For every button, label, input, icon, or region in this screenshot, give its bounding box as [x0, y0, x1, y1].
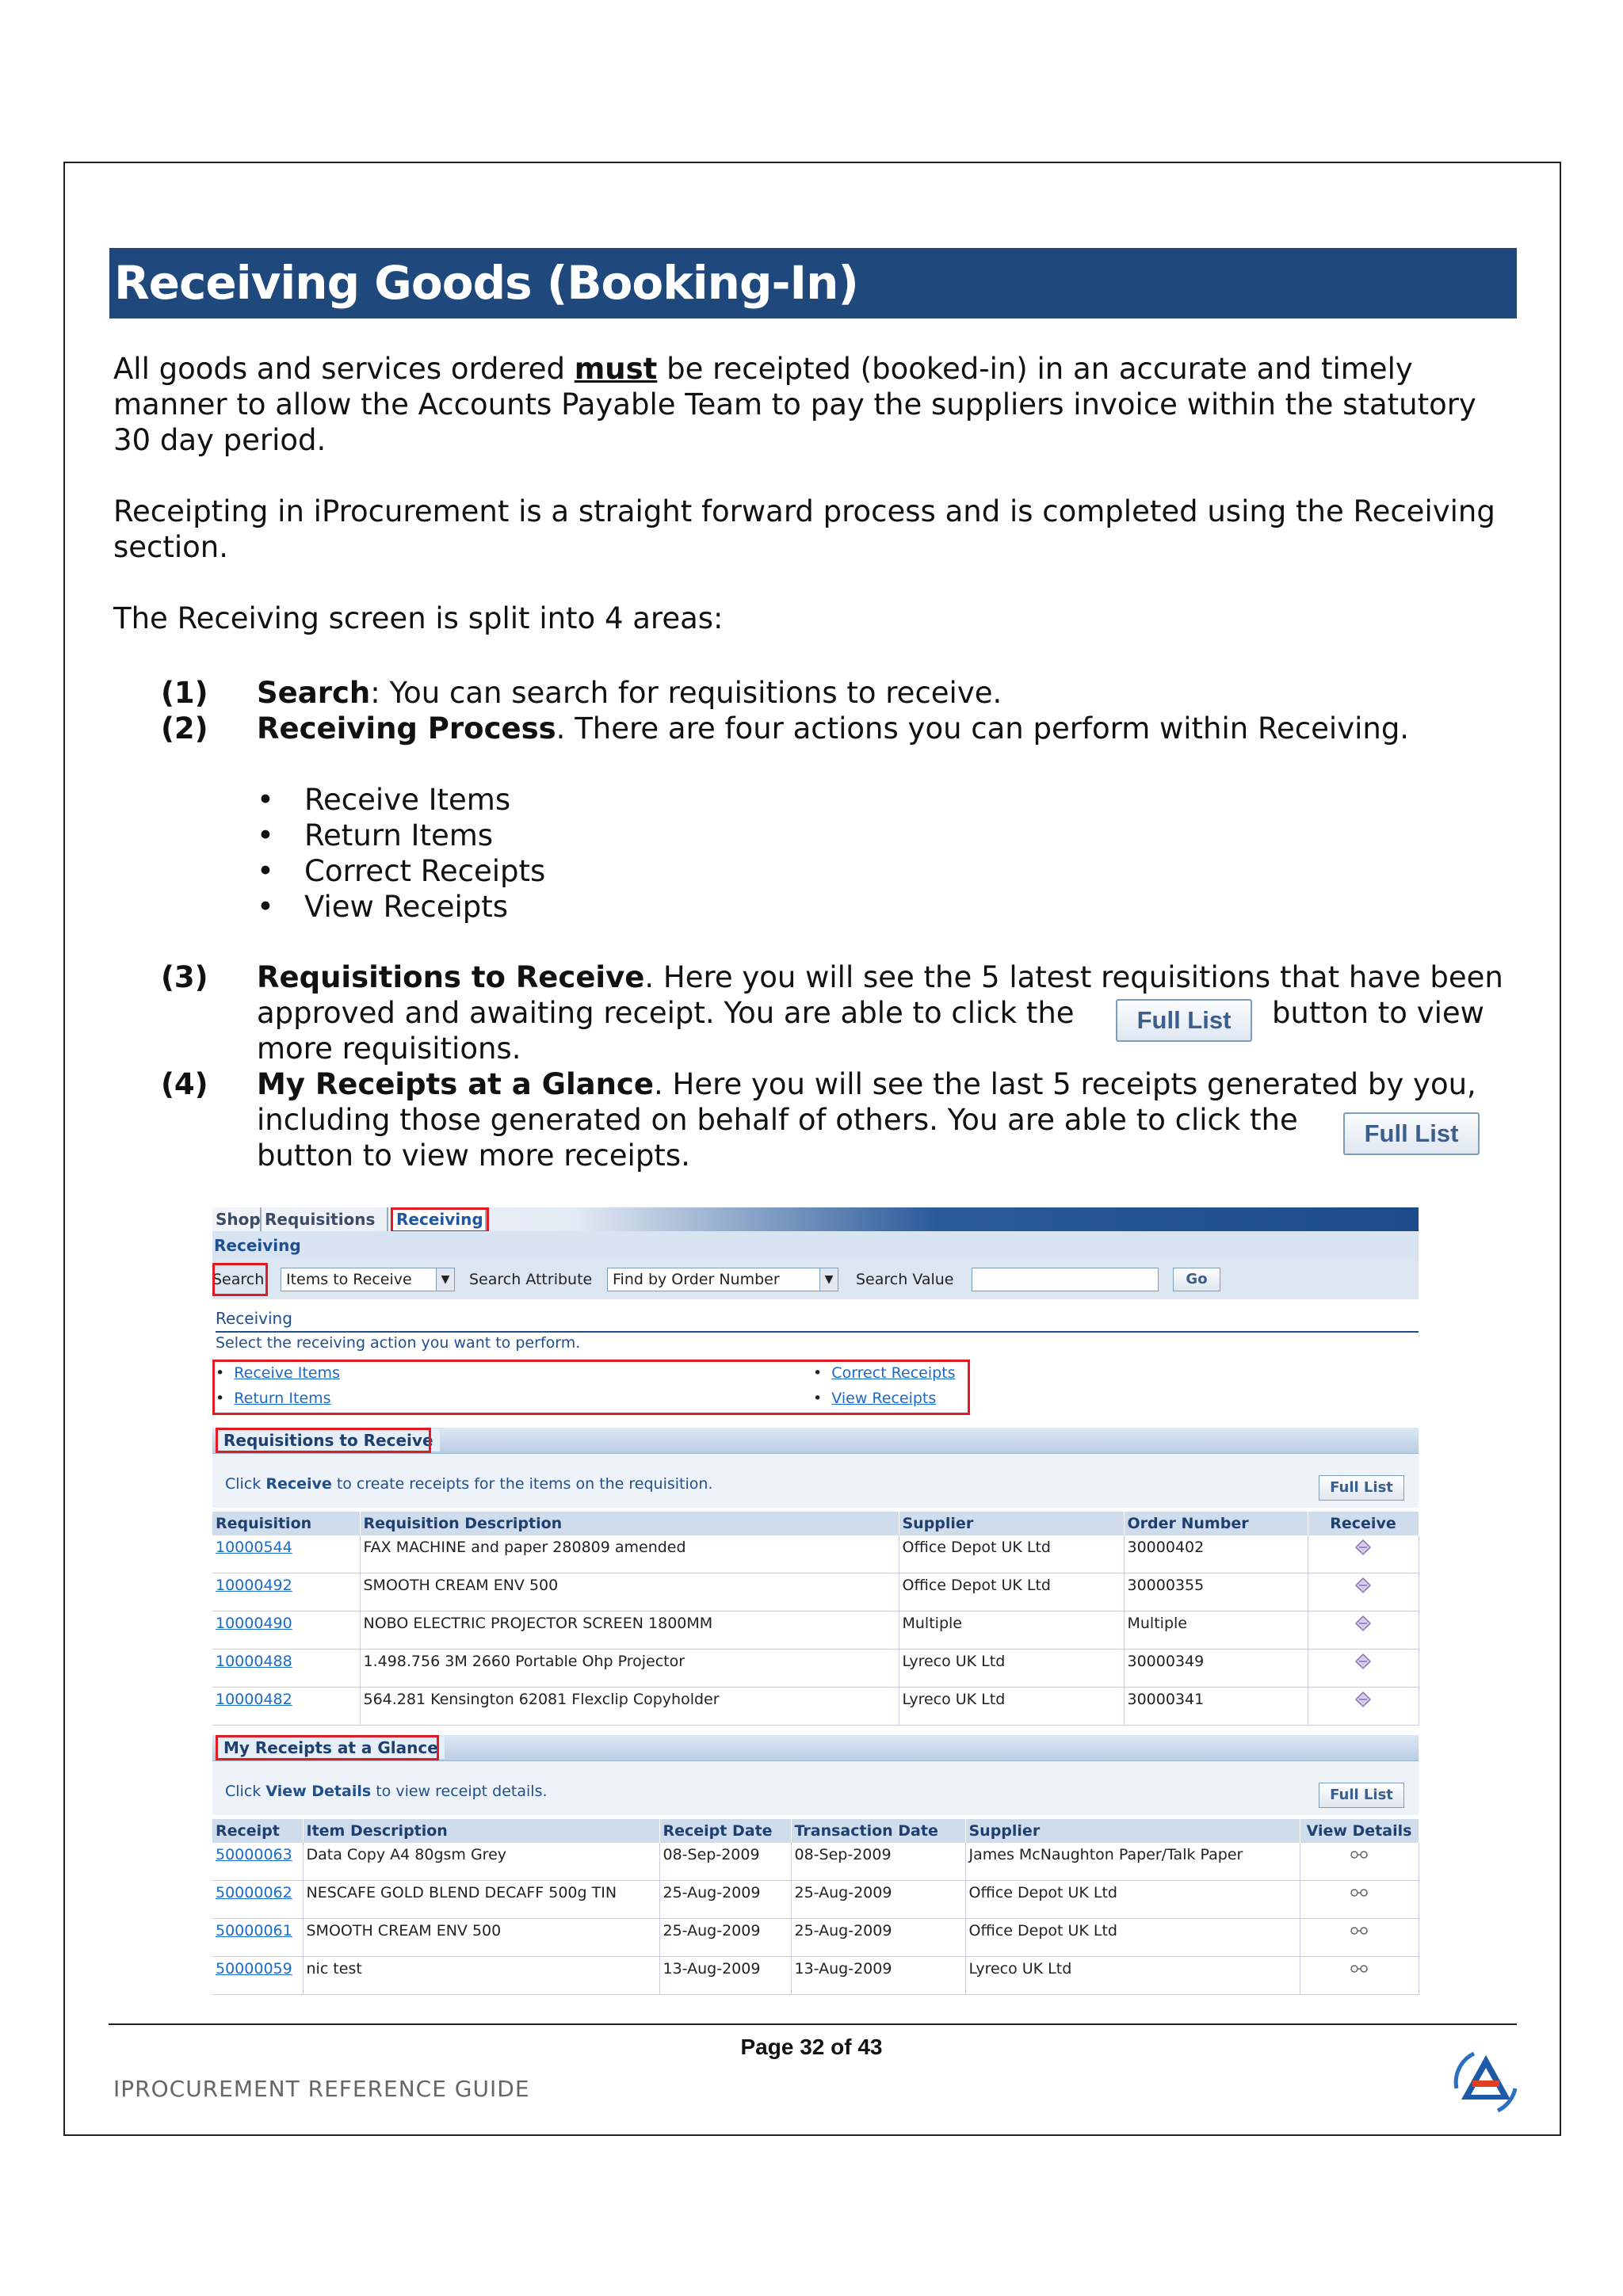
- table-cell[interactable]: [212, 1535, 360, 1573]
- page-title: Receiving Goods (Booking-In): [109, 248, 1517, 318]
- bullet-text: Return Items: [304, 818, 494, 852]
- receiving-screenshot: [212, 1207, 1419, 1978]
- area-number: (3): [161, 960, 208, 994]
- intro-text: All goods and services ordered: [113, 352, 575, 386]
- area-number: (4): [161, 1067, 208, 1101]
- table-cell[interactable]: [212, 1881, 303, 1919]
- receive-cell[interactable]: [1308, 1688, 1419, 1726]
- cell-text: nic test: [306, 1960, 362, 1978]
- cell-text: Data Copy A4 80gsm Grey: [306, 1846, 507, 1863]
- highlight-box: [212, 1263, 268, 1296]
- table-header-row: [212, 1512, 1419, 1535]
- area-number: (1): [161, 676, 208, 710]
- receive-cell[interactable]: [1308, 1650, 1419, 1688]
- chevron-down-icon: ▼: [436, 1268, 454, 1291]
- table-cell: [965, 1957, 1300, 1995]
- table-row: [212, 1957, 1419, 1995]
- hint-text: to create receipts for the items on the requisition.: [331, 1475, 713, 1493]
- full-list-button[interactable]: Full List: [1116, 999, 1252, 1042]
- action-link-item: • Correct Receipts: [813, 1364, 956, 1382]
- organisation-logo: [1442, 2041, 1529, 2117]
- bullet-item: • Correct Receipts: [257, 854, 546, 888]
- table-cell: [899, 1650, 1124, 1688]
- action-link-item: • View Receipts: [813, 1390, 937, 1407]
- area-text: . There are four actions you can perform within Receiving.: [556, 711, 1410, 746]
- column-header: Supplier: [899, 1512, 1124, 1535]
- requisition-link[interactable]: 10000492: [216, 1577, 292, 1594]
- area-title: Receiving Process: [257, 711, 556, 746]
- chevron-down-icon: ▼: [819, 1268, 838, 1291]
- table-cell: [1124, 1535, 1308, 1573]
- receive-icon[interactable]: [1354, 1577, 1372, 1594]
- cell-text: 25-Aug-2009: [663, 1884, 761, 1901]
- correct-receipts-link[interactable]: Correct Receipts: [831, 1364, 956, 1382]
- intro-paragraph-2: Receipting in iProcurement is a straight forward process and is completed using the Receiving section.: [113, 494, 1495, 564]
- cell-text: Office Depot UK Ltd: [902, 1577, 1051, 1594]
- receiving-heading: Receiving: [216, 1309, 292, 1328]
- column-header: Order Number: [1124, 1512, 1308, 1535]
- receipt-link[interactable]: 50000059: [216, 1960, 292, 1978]
- search-value-input[interactable]: [972, 1268, 1159, 1291]
- table-cell: [965, 1843, 1300, 1881]
- table-row: [212, 1611, 1419, 1650]
- search-attribute-select[interactable]: [607, 1268, 838, 1291]
- glasses-icon[interactable]: [1349, 1924, 1369, 1936]
- table-row: [212, 1573, 1419, 1611]
- table-cell[interactable]: [212, 1688, 360, 1726]
- area-text: . Here you will see the 5 latest requisitions that have been approved and awaiting receipt. You are able to click the: [257, 960, 1503, 1030]
- cell-text: 30000402: [1127, 1539, 1205, 1556]
- bullet-item: • Receive Items: [257, 783, 511, 817]
- cell-text: Office Depot UK Ltd: [902, 1539, 1051, 1556]
- search-type-select[interactable]: [281, 1268, 455, 1291]
- table-cell: [899, 1535, 1124, 1573]
- requisition-link[interactable]: 10000488: [216, 1653, 292, 1670]
- receive-icon[interactable]: [1354, 1539, 1372, 1556]
- area-search: [257, 675, 1509, 711]
- table-row: [212, 1881, 1419, 1919]
- return-items-link[interactable]: Return Items: [234, 1390, 331, 1407]
- cell-text: FAX MACHINE and paper 280809 amended: [363, 1539, 686, 1556]
- receive-icon[interactable]: [1354, 1615, 1372, 1632]
- search-attribute-label: Search Attribute: [469, 1271, 593, 1288]
- cell-text: Multiple: [902, 1615, 962, 1632]
- table-cell[interactable]: [212, 1919, 303, 1957]
- section-hint: [225, 1783, 548, 1800]
- receive-icon[interactable]: [1354, 1653, 1372, 1670]
- subheader: Receiving: [212, 1231, 1419, 1260]
- table-cell: [899, 1688, 1124, 1726]
- table-cell: [303, 1881, 659, 1919]
- table-row: [212, 1843, 1419, 1881]
- receive-items-link[interactable]: Receive Items: [234, 1364, 340, 1382]
- table-cell: [303, 1843, 659, 1881]
- intro-paragraph-3: The Receiving screen is split into 4 areas:: [113, 601, 724, 635]
- table-header-row: [212, 1819, 1419, 1843]
- cell-text: SMOOTH CREAM ENV 500: [363, 1577, 559, 1594]
- table-cell: [791, 1843, 965, 1881]
- area-requisitions-after: button to view: [1272, 996, 1484, 1030]
- view-details-cell[interactable]: [1300, 1957, 1419, 1995]
- hint-bold: View Details: [265, 1783, 372, 1800]
- table-row: [212, 1688, 1419, 1726]
- area-text: . Here you will see the last 5 receipts generated by you, including those generated on behalf of others. You are able to click the: [257, 1067, 1476, 1137]
- receipt-link[interactable]: 50000063: [216, 1846, 292, 1863]
- table-cell[interactable]: [212, 1650, 360, 1688]
- table-cell: [965, 1881, 1300, 1919]
- receive-icon[interactable]: [1354, 1691, 1372, 1708]
- hint-text: to view receipt details.: [371, 1783, 548, 1800]
- cell-text: 13-Aug-2009: [663, 1960, 761, 1978]
- area-text: : You can search for requisitions to receive.: [370, 676, 1002, 710]
- table-cell: [791, 1957, 965, 1995]
- intro-paragraph-1: [113, 351, 1508, 458]
- tab-requisitions[interactable]: Requisitions: [262, 1207, 388, 1231]
- tab-shop[interactable]: Shop: [212, 1207, 262, 1231]
- select-value: Items to Receive: [286, 1271, 412, 1288]
- view-receipts-link[interactable]: View Receipts: [831, 1390, 937, 1407]
- table-cell: [965, 1919, 1300, 1957]
- requisition-link[interactable]: 10000482: [216, 1691, 292, 1708]
- full-list-button[interactable]: Full List: [1319, 1783, 1404, 1808]
- glasses-icon[interactable]: [1349, 1962, 1369, 1974]
- cell-text: NESCAFE GOLD BLEND DECAFF 500g TIN: [306, 1884, 617, 1901]
- column-header: Transaction Date: [791, 1819, 965, 1843]
- highlight-box: [216, 1735, 439, 1760]
- area-receiving-process: [257, 711, 1509, 746]
- hint-text: Click: [225, 1475, 266, 1493]
- column-header: View Details: [1300, 1819, 1419, 1843]
- column-header: Supplier: [965, 1819, 1300, 1843]
- table-cell: [659, 1919, 791, 1957]
- bullet-item: • View Receipts: [257, 890, 509, 924]
- search-label: Search: [212, 1271, 265, 1288]
- bullet-text: View Receipts: [304, 890, 509, 924]
- column-header: Receipt Date: [659, 1819, 791, 1843]
- table-cell: [659, 1881, 791, 1919]
- column-header: Receive: [1308, 1512, 1419, 1535]
- cell-text: 25-Aug-2009: [794, 1922, 892, 1939]
- cell-text: 1.498.756 3M 2660 Portable Ohp Projector: [363, 1653, 685, 1670]
- cell-text: Lyreco UK Ltd: [902, 1653, 1006, 1670]
- table-cell: [303, 1957, 659, 1995]
- action-link-item: • Receive Items: [216, 1364, 340, 1382]
- view-details-cell[interactable]: [1300, 1843, 1419, 1881]
- area-my-receipts-line3: button to view more receipts.: [257, 1138, 690, 1173]
- table-cell: [1124, 1573, 1308, 1611]
- cell-text: 08-Sep-2009: [794, 1846, 892, 1863]
- requisitions-table: [212, 1512, 1419, 1726]
- section-title: Requisitions to Receive: [217, 1429, 440, 1451]
- section-title: My Receipts at a Glance: [217, 1737, 445, 1759]
- table-cell: [1124, 1611, 1308, 1650]
- area-requisitions-line3: more requisitions.: [257, 1032, 521, 1066]
- cell-text: 13-Aug-2009: [794, 1960, 892, 1978]
- receipt-link[interactable]: 50000061: [216, 1922, 292, 1939]
- cell-text: NOBO ELECTRIC PROJECTOR SCREEN 1800MM: [363, 1615, 713, 1632]
- cell-text: 25-Aug-2009: [663, 1922, 761, 1939]
- receiving-instruction: Select the receiving action you want to perform.: [216, 1334, 581, 1352]
- table-row: [212, 1919, 1419, 1957]
- table-cell: [303, 1919, 659, 1957]
- full-list-button[interactable]: Full List: [1343, 1112, 1480, 1155]
- highlight-box: [391, 1207, 489, 1233]
- cell-text: 30000355: [1127, 1577, 1205, 1594]
- table-cell[interactable]: [212, 1957, 303, 1995]
- area-my-receipts: [257, 1066, 1493, 1138]
- action-link-item: • Return Items: [216, 1390, 331, 1407]
- area-title: My Receipts at a Glance: [257, 1067, 654, 1101]
- receive-cell[interactable]: [1308, 1535, 1419, 1573]
- cell-text: Office Depot UK Ltd: [968, 1884, 1117, 1901]
- cell-text: 30000349: [1127, 1653, 1205, 1670]
- cell-text: 30000341: [1127, 1691, 1205, 1708]
- requisition-link[interactable]: 10000490: [216, 1615, 292, 1632]
- footer-rule: [109, 2023, 1517, 2025]
- requisition-link[interactable]: 10000544: [216, 1539, 292, 1556]
- page-number: Page 32 of 43: [740, 2035, 883, 2059]
- section-hint: [225, 1475, 713, 1493]
- bullet-text: Correct Receipts: [304, 854, 546, 888]
- receipts-table: [212, 1819, 1419, 1995]
- divider: [216, 1331, 1419, 1333]
- select-value: Find by Order Number: [613, 1271, 780, 1288]
- cell-text: Multiple: [1127, 1615, 1187, 1632]
- cell-text: Office Depot UK Ltd: [968, 1922, 1117, 1939]
- column-header: Item Description: [303, 1819, 659, 1843]
- column-header: Receipt: [212, 1819, 303, 1843]
- bullet-item: • Return Items: [257, 818, 494, 852]
- intro-emphasis: must: [574, 352, 658, 386]
- area-number: (2): [161, 711, 208, 746]
- table-cell: [899, 1573, 1124, 1611]
- full-list-button[interactable]: Full List: [1319, 1475, 1404, 1501]
- cell-text: Lyreco UK Ltd: [902, 1691, 1006, 1708]
- hint-text: Click: [225, 1783, 266, 1800]
- area-title: Requisitions to Receive: [257, 960, 645, 994]
- view-details-cell[interactable]: [1300, 1919, 1419, 1957]
- table-cell[interactable]: [212, 1843, 303, 1881]
- table-row: [212, 1650, 1419, 1688]
- view-details-cell[interactable]: [1300, 1881, 1419, 1919]
- table-cell[interactable]: [212, 1573, 360, 1611]
- cell-text: James McNaughton Paper/Talk Paper: [968, 1846, 1243, 1863]
- table-cell: [659, 1843, 791, 1881]
- search-bar: [212, 1260, 1419, 1299]
- area-title: Search: [257, 676, 371, 710]
- table-cell: [360, 1573, 899, 1611]
- table-cell: [360, 1611, 899, 1650]
- receive-cell[interactable]: [1308, 1573, 1419, 1611]
- highlight-box: [216, 1428, 431, 1453]
- table-cell: [791, 1919, 965, 1957]
- table-cell: [791, 1881, 965, 1919]
- cell-text: 564.281 Kensington 62081 Flexclip Copyholder: [363, 1691, 720, 1708]
- table-cell: [360, 1535, 899, 1573]
- table-cell[interactable]: [212, 1611, 360, 1650]
- table-cell: [899, 1611, 1124, 1650]
- receive-cell[interactable]: [1308, 1611, 1419, 1650]
- cell-text: Lyreco UK Ltd: [968, 1960, 1072, 1978]
- table-cell: [1124, 1688, 1308, 1726]
- search-value-label: Search Value: [856, 1271, 954, 1288]
- tab-receiving[interactable]: Receiving: [393, 1207, 487, 1231]
- table-cell: [1124, 1650, 1308, 1688]
- column-header: Requisition Description: [360, 1512, 899, 1535]
- table-row: [212, 1535, 1419, 1573]
- glasses-icon[interactable]: [1349, 1848, 1369, 1859]
- intro-text-after: be receipted (booked-in) in an accurate and timely manner to allow the Accounts Payable Team to pay the suppliers invoice within the statutory 30 day period.: [113, 352, 1476, 457]
- table-cell: [659, 1957, 791, 1995]
- glasses-icon[interactable]: [1349, 1886, 1369, 1897]
- guide-title: IPROCUREMENT REFERENCE GUIDE: [113, 2076, 530, 2102]
- cell-text: SMOOTH CREAM ENV 500: [306, 1922, 502, 1939]
- column-header: Requisition: [212, 1512, 360, 1535]
- receipt-link[interactable]: 50000062: [216, 1884, 292, 1901]
- table-cell: [360, 1688, 899, 1726]
- hint-bold: Receive: [265, 1475, 332, 1493]
- cell-text: 08-Sep-2009: [663, 1846, 760, 1863]
- bullet-text: Receive Items: [304, 783, 511, 817]
- go-button[interactable]: Go: [1173, 1268, 1220, 1291]
- table-cell: [360, 1650, 899, 1688]
- cell-text: 25-Aug-2009: [794, 1884, 892, 1901]
